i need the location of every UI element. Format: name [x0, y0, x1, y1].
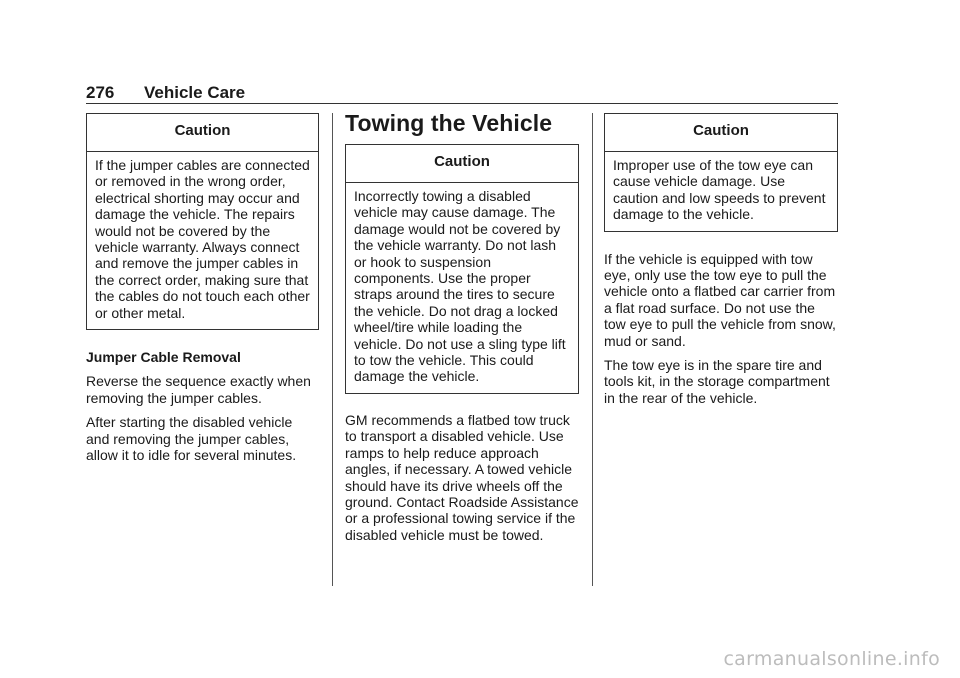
column-divider-1: [332, 113, 333, 586]
caution-box-jumper-cables: [86, 113, 319, 330]
column-3: [604, 113, 838, 406]
paragraph: The tow eye is in the spare tire and tools kit, in the storage compartment in the rear of the vehicle.: [604, 357, 830, 406]
caution-title: Caution: [434, 153, 490, 170]
header-divider: [86, 103, 838, 104]
column-2: [345, 109, 579, 543]
section-heading-towing: Towing the Vehicle: [345, 110, 553, 136]
paragraph: If the vehicle is equipped with tow eye, only use the tow eye to pull the vehicle onto a flatbed car carrier from a flat road surface. Do not use the tow eye to pull the vehicle from snow, mud or sand.: [604, 250, 836, 349]
caution-title: Caution: [693, 122, 749, 139]
section-title: Vehicle Care: [144, 83, 246, 102]
paragraph: Reverse the sequence exactly when removing the jumper cables.: [86, 373, 311, 406]
subheading-jumper-cable-removal: Jumper Cable Removal: [86, 349, 241, 366]
caution-title: Caution: [174, 122, 231, 139]
watermark: carmanualsonline.info: [723, 648, 940, 670]
page-header: [86, 82, 838, 104]
caution-text: Improper use of the tow eye can cause vehicle damage. Use caution and low speeds to prevent damage to the vehicle.: [613, 157, 826, 223]
caution-text: If the jumper cables are connected or removed in the wrong order, electrical shorting may occur and damage the vehicle. The repairs would not be covered by the vehicle warranty. Always connect and remove the jumper cables in the correct order, making sure that the cables do not touch each other or other metal.: [95, 157, 310, 321]
page-number: 276: [86, 83, 115, 102]
paragraph: GM recommends a flatbed tow truck to transport a disabled vehicle. Use ramps to help reduce approach angles, if necessary. A towed vehicle should have its drive wheels off the ground. Contact Roadside Assistance or a professional towing service if the disabled vehicle must be towed.: [345, 411, 579, 543]
paragraph: After starting the disabled vehicle and removing the jumper cables, allow it to idle for several minutes.: [86, 414, 297, 464]
caution-box-tow-eye: [604, 113, 838, 232]
caution-text: Incorrectly towing a disabled vehicle may cause damage. The damage would not be covered by the vehicle warranty. Do not lash or hook to suspension components. Use the proper straps around the tires to secure the vehicle. Do not drag a locked wheel/tire while loading the vehicle. Do not use a sling type lift to tow the vehicle. This could damage the vehicle.: [354, 188, 566, 385]
column-1: [86, 113, 319, 464]
column-divider-2: [592, 113, 593, 586]
caution-box-towing: [345, 144, 579, 394]
